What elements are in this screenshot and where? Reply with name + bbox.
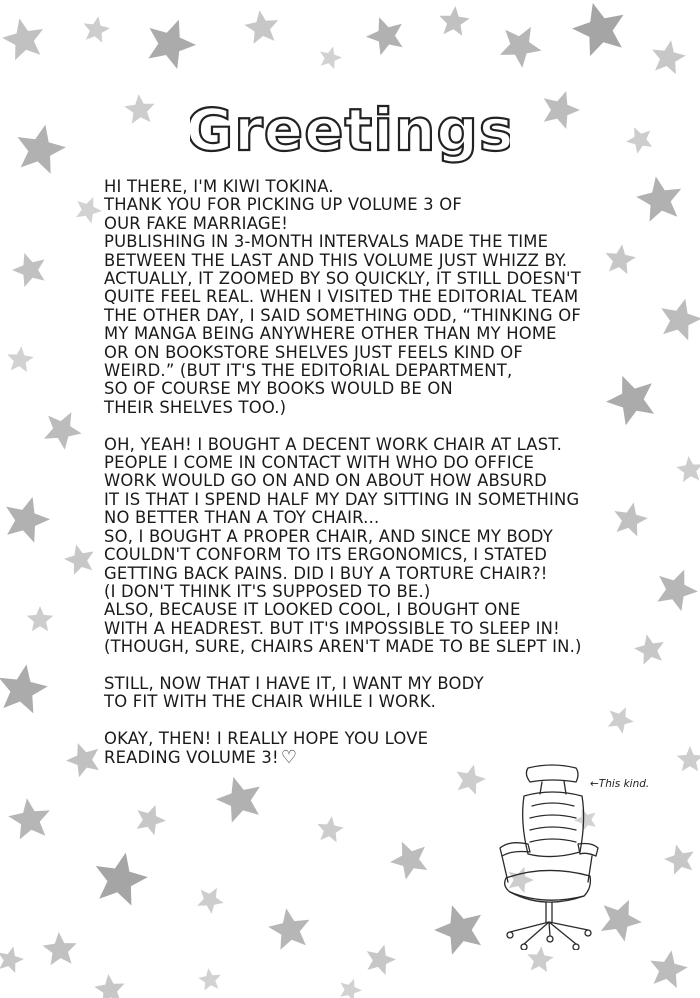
star-decoration (18, 125, 66, 174)
office-chair-icon (480, 760, 600, 950)
paragraph-intro (104, 178, 624, 417)
star-decoration (244, 10, 278, 44)
text-line: (I DON'T THINK IT'S SUPPOSED TO BE.) (104, 581, 431, 601)
text-line: OH, YEAH! I BOUGHT A DECENT WORK CHAIR AT LAST. (104, 434, 562, 454)
greeting-letter (104, 178, 624, 785)
star-decoration (43, 932, 77, 965)
text-line: HI THERE, I'M KIWI TOKINA. (104, 177, 334, 196)
star-decoration (76, 197, 102, 224)
star-decoration (340, 979, 362, 998)
text-line: WEIRD.” (BUT IT'S THE EDITORIAL DEPARTMENT, (104, 361, 513, 381)
text-line: BETWEEN THE LAST AND THIS VOLUME JUST WHIZZ BY. (104, 250, 568, 270)
star-decoration (197, 888, 224, 914)
star-decoration (676, 456, 700, 482)
star-decoration (657, 570, 698, 612)
star-decoration (8, 798, 50, 839)
star-decoration (198, 968, 221, 991)
star-decoration (96, 853, 148, 906)
star-decoration (601, 900, 642, 942)
star-decoration (636, 176, 681, 221)
text-line: IT IS THAT I SPEND HALF MY DAY SITTING IN SOMETHING (104, 489, 580, 509)
text-line: SO OF COURSE MY BOOKS WOULD BE ON (104, 379, 453, 399)
text-line: ACTUALLY, IT ZOOMED BY SO QUICKLY, IT STILL DOESN'T (104, 269, 581, 289)
text-line: (THOUGH, SURE, CHAIRS AREN'T MADE TO BE SLEPT IN.) (104, 637, 582, 657)
text-line: ALSO, BECAUSE IT LOOKED COOL, I BOUGHT ONE (104, 600, 521, 620)
text-line: THANK YOU FOR PICKING UP VOLUME 3 OF (104, 195, 462, 215)
star-decoration (500, 27, 542, 68)
star-decoration (0, 664, 48, 713)
greetings-title (190, 88, 510, 168)
star-decoration (317, 816, 343, 842)
text-line: MY MANGA BEING ANYWHERE OTHER THAN MY HOME (104, 324, 557, 344)
star-decoration (572, 3, 624, 56)
text-line: SO, I BOUGHT A PROPER CHAIR, AND SINCE MY BODY (104, 526, 553, 546)
text-line: COULDN'T CONFORM TO ITS ERGONOMICS, I STATED (104, 545, 548, 565)
text-line-content: READING VOLUME 3! (104, 747, 279, 767)
text-line: QUITE FEEL REAL. WHEN I VISITED THE EDITORIAL TEAM (104, 287, 579, 307)
text-line: WORK WOULD GO ON AND ON ABOUT HOW ABSURD (104, 471, 547, 491)
star-decoration (84, 16, 110, 42)
page-title: Greetings (190, 96, 510, 164)
star-decoration (7, 346, 34, 372)
star-decoration (44, 412, 82, 450)
star-decoration (148, 20, 196, 69)
text-line: NO BETTER THAN A TOY CHAIR... (104, 508, 380, 528)
chair-note: ←This kind. (590, 778, 650, 790)
star-decoration (27, 606, 54, 631)
star-decoration (0, 946, 24, 973)
star-decoration (320, 46, 342, 69)
star-decoration (94, 974, 124, 998)
star-decoration (664, 845, 694, 875)
star-decoration (64, 545, 94, 575)
text-line: OKAY, THEN! I REALLY HOPE YOU LOVE (104, 729, 429, 749)
text-line: PEOPLE I COME IN CONTACT WITH WHO DO OFFICE (104, 453, 535, 473)
star-decoration (366, 17, 403, 55)
star-decoration (439, 6, 469, 36)
text-line: PUBLISHING IN 3-MONTH INTERVALS MADE THE TIME (104, 232, 549, 252)
star-decoration (390, 842, 427, 880)
text-line: OR ON BOOKSTORE SHELVES JUST FEELS KIND OF (104, 342, 523, 362)
text-line: THEIR SHELVES TOO.) (104, 397, 287, 417)
star-decoration (677, 746, 700, 771)
star-decoration (650, 950, 688, 988)
star-decoration (626, 127, 652, 153)
star-decoration (434, 905, 481, 954)
paragraph-fit (104, 675, 624, 712)
text-line: GETTING BACK PAINS. DID I BUY A TORTURE CHAIR?! (104, 563, 548, 583)
heart-icon: ♡ (280, 746, 298, 768)
star-decoration (661, 299, 700, 341)
star-decoration (634, 634, 664, 664)
star-decoration (137, 805, 166, 835)
star-decoration (6, 497, 50, 543)
text-line: OUR FAKE MARRIAGE! (104, 213, 289, 233)
star-decoration (652, 40, 686, 74)
paragraph-chair (104, 436, 624, 657)
star-decoration (12, 253, 45, 287)
star-decoration (2, 19, 43, 61)
star-decoration (544, 91, 580, 129)
star-decoration (66, 743, 99, 777)
text-line: THE OTHER DAY, I SAID SOMETHING ODD, “THINKING OF (104, 305, 581, 325)
star-decoration (527, 946, 554, 972)
star-decoration (124, 94, 154, 124)
star-decoration (268, 908, 309, 950)
text-line: WITH A HEADREST. BUT IT'S IMPOSSIBLE TO SLEEP IN! (104, 618, 560, 638)
star-decoration (367, 945, 396, 975)
text-line: STILL, NOW THAT I HAVE IT, I WANT MY BODY (104, 673, 484, 693)
text-line: TO FIT WITH THE CHAIR WHILE I WORK. (104, 692, 437, 712)
